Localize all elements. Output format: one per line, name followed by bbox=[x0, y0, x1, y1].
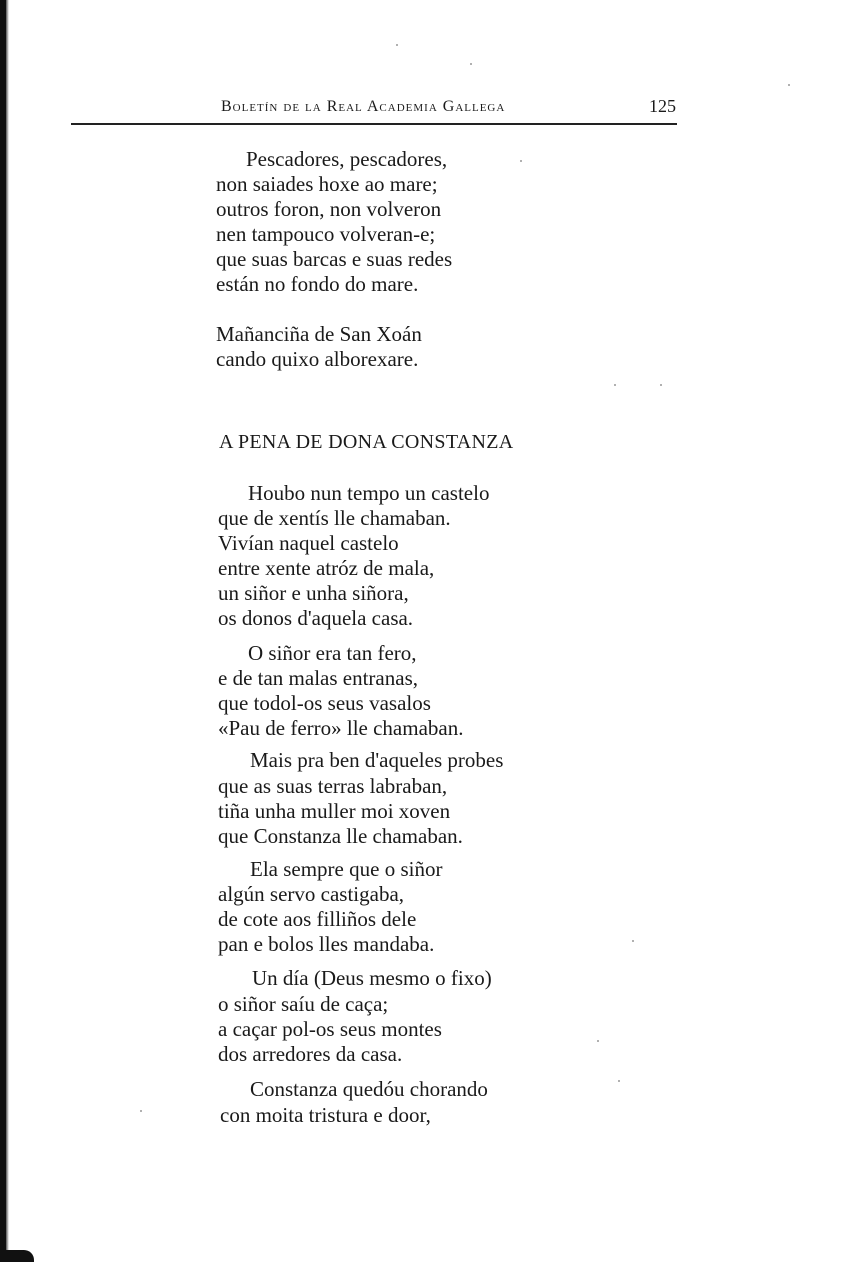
poem-line: que Constanza lle chamaban. bbox=[218, 824, 463, 848]
scan-speck bbox=[632, 940, 634, 942]
poem-line: nen tampouco volveran-e; bbox=[216, 222, 436, 246]
scan-speck bbox=[140, 1110, 142, 1112]
scan-speck bbox=[396, 44, 398, 46]
poem-line: Mais pra ben d'aqueles probes bbox=[250, 748, 504, 772]
scan-speck bbox=[618, 1080, 620, 1082]
scan-speck bbox=[520, 160, 522, 162]
scan-speck bbox=[788, 84, 790, 86]
scan-speck bbox=[614, 384, 616, 386]
poem-line: cando quixo alborexare. bbox=[216, 347, 419, 371]
poem-line: e de tan malas entranas, bbox=[218, 666, 418, 690]
poem-line: entre xente atróz de mala, bbox=[218, 556, 435, 580]
poem-line: Un día (Deus mesmo o fixo) bbox=[252, 966, 492, 990]
poem-line: pan e bolos lles mandaba. bbox=[218, 932, 435, 956]
poem-line: que de xentís lle chamaban. bbox=[218, 506, 451, 530]
poem-line: Vivían naquel castelo bbox=[218, 531, 399, 555]
poem-line: dos arredores da casa. bbox=[218, 1042, 403, 1066]
poem-line: os donos d'aquela casa. bbox=[218, 606, 414, 630]
scan-speck bbox=[597, 1040, 599, 1042]
poem-line: que todol-os seus vasalos bbox=[218, 691, 431, 715]
poem-line: O siñor era tan fero, bbox=[248, 641, 417, 665]
poem-line: Constanza quedóu chorando bbox=[250, 1077, 488, 1101]
poem-line: que suas barcas e suas redes bbox=[216, 247, 453, 271]
poem-line: Ela sempre que o siñor bbox=[250, 857, 443, 881]
poem-line: «Pau de ferro» lle chamaban. bbox=[218, 716, 464, 740]
poem-line: Pescadores, pescadores, bbox=[246, 147, 448, 171]
page-edge-gradient bbox=[6, 0, 9, 1262]
poem-line: que as suas terras labraban, bbox=[218, 774, 448, 798]
poem-line: con moita tristura e door, bbox=[220, 1103, 431, 1127]
poem-line: algún servo castigaba, bbox=[218, 882, 405, 906]
poem-heading: A PENA DE DONA CONSTANZA bbox=[219, 431, 514, 453]
scan-speck bbox=[470, 63, 472, 65]
poem-line: un siñor e unha siñora, bbox=[218, 581, 409, 605]
poem-line: Mañanciña de San Xoán bbox=[216, 322, 422, 346]
poem-line: outros foron, non volveron bbox=[216, 197, 442, 221]
scan-speck bbox=[660, 384, 662, 386]
poem-line: de cote aos filliños dele bbox=[218, 907, 417, 931]
poem-line: o siñor saíu de caça; bbox=[218, 992, 389, 1016]
page-number: 125 bbox=[649, 96, 676, 116]
page-corner-shadow bbox=[0, 1250, 34, 1262]
poem-line: non saiades hoxe ao mare; bbox=[216, 172, 438, 196]
poem-line: están no fondo do mare. bbox=[216, 272, 419, 296]
running-header-title: Boletín de la Real Academia Gallega bbox=[221, 98, 506, 115]
header-rule bbox=[71, 123, 677, 125]
poem-line: a caçar pol-os seus montes bbox=[218, 1017, 442, 1041]
poem-line: tiña unha muller moi xoven bbox=[218, 799, 451, 823]
poem-line: Houbo nun tempo un castelo bbox=[248, 481, 490, 505]
